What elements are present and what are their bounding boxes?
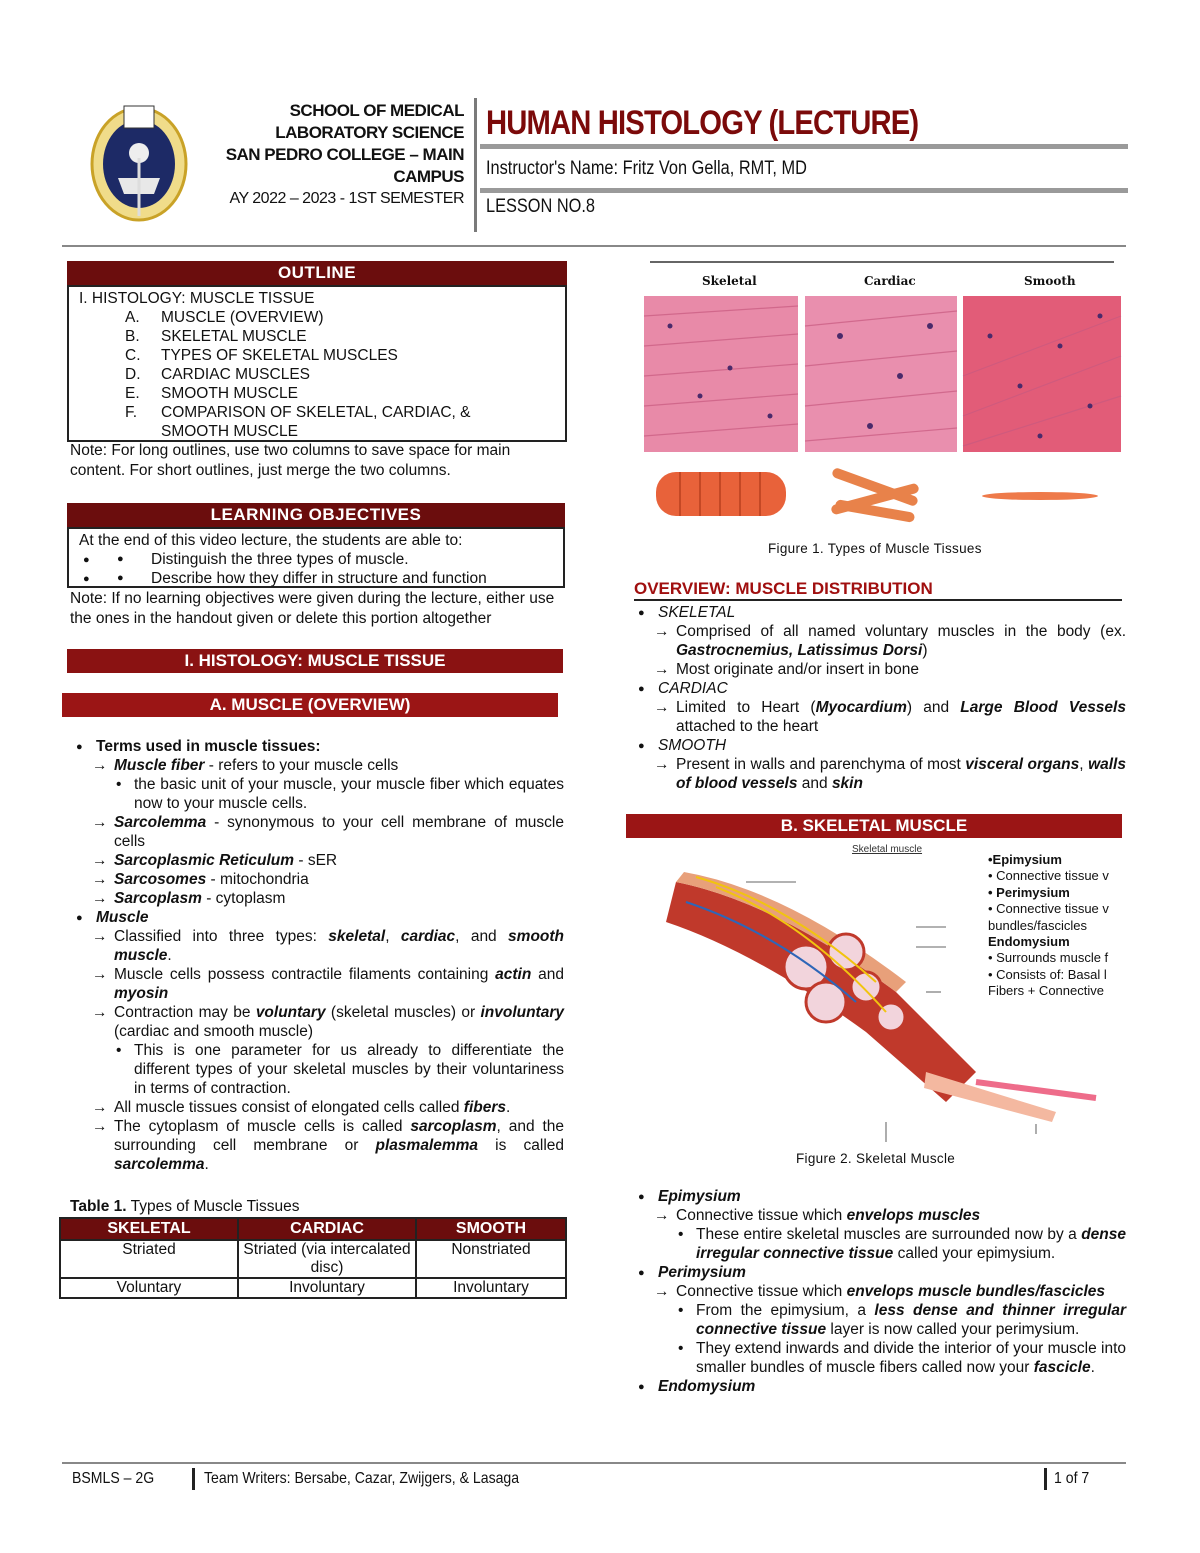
muscle-filaments: → Muscle cells possess contractile filaments containing actin and myosin xyxy=(72,965,564,1003)
figure-2-caption: Figure 2. Skeletal Muscle xyxy=(796,1151,956,1166)
figure-1-label: Smooth xyxy=(1024,274,1076,288)
figure-2-label: •Epimysium xyxy=(988,852,1062,867)
overview-smooth: ● SMOOTH xyxy=(634,736,1126,755)
perimysium-def: → Connective tissue which envelops muscle bundles/fascicles xyxy=(634,1282,1126,1301)
objectives-intro: At the end of this video lecture, the students are able to: xyxy=(79,532,463,549)
school-line-2: LABORATORY SCIENCE xyxy=(275,123,464,142)
overview-title: OVERVIEW: MUSCLE DISTRIBUTION xyxy=(634,579,1122,601)
footer-rule xyxy=(62,1462,1126,1464)
table-cell: Involuntary xyxy=(238,1278,416,1298)
figure-2-image xyxy=(656,842,1126,1142)
perimysium-detail-1: • From the epimysium, a less dense and thinner irregular connective tissue layer is now called your perimysium. xyxy=(634,1301,1126,1339)
muscle-contraction-detail: • This is one parameter for us already to differentiate the different types of your skeletal muscles by their voluntariness in terms of contraction. xyxy=(72,1041,564,1098)
footer-divider xyxy=(1044,1468,1047,1490)
overview-cardiac: ● CARDIAC xyxy=(634,679,1126,698)
page-number: 1 of 7 xyxy=(1054,1470,1090,1487)
figure-2-label: • Connective tissue v xyxy=(988,901,1109,917)
epimysium-heading: ● Epimysium xyxy=(634,1187,1126,1206)
overview-cardiac-def: → Limited to Heart (Myocardium) and Large Blood Vessels attached to the heart xyxy=(634,698,1126,736)
term-muscle-fiber-detail: • the basic unit of your muscle, your muscle fiber which equates now to your muscle cells. xyxy=(72,775,564,813)
footer-team: Team Writers: Bersabe, Cazar, Zwijgers, & Lasaga xyxy=(204,1470,520,1487)
muscle-classification: → Classified into three types: skeletal, cardiac, and smooth muscle. xyxy=(72,927,564,965)
school-line-1: SCHOOL OF MEDICAL xyxy=(289,101,464,120)
table-row xyxy=(60,1240,566,1278)
course-title: HUMAN HISTOLOGY (LECTURE) xyxy=(486,104,919,142)
table-header: SKELETAL xyxy=(60,1218,238,1240)
terms-block xyxy=(72,737,564,1174)
figure-2-label: Endomysium xyxy=(988,934,1070,950)
footer-section: BSMLS – 2G xyxy=(72,1470,155,1487)
perimysium-heading: ● Perimysium xyxy=(634,1263,1126,1282)
muscle-heading: ● Muscle xyxy=(72,908,564,927)
outline-item: F. COMPARISON OF SKELETAL, CARDIAC, & xyxy=(125,404,471,421)
section-i-title: I. HISTOLOGY: MUSCLE TISSUE xyxy=(67,649,563,673)
figure-1-label: Skeletal xyxy=(702,274,757,288)
overview-skeletal-def2: → Most originate and/or insert in bone xyxy=(634,660,1126,679)
outline-item: SMOOTH MUSCLE xyxy=(161,423,298,440)
header-rule-2 xyxy=(480,188,1128,193)
instructor-name: Instructor's Name: Fritz Von Gella, RMT, MD xyxy=(486,158,807,179)
outline-note: Note: For long outlines, use two columns to save space for main content. For short outlines, just merge the two columns. xyxy=(70,442,511,479)
figure-2-label: • Consists of: Basal l xyxy=(988,966,1107,982)
table-cell: Striated xyxy=(60,1240,238,1278)
skeletal-terms-block xyxy=(634,1187,1126,1396)
muscle-cytoplasm: → The cytoplasm of muscle cells is called sarcoplasm, and the surrounding cell membrane or plasmalemma is called sarcolemma. xyxy=(72,1117,564,1174)
term-sarcosomes: → Sarcosomes - mitochondria xyxy=(72,870,564,889)
table-row xyxy=(60,1278,566,1298)
section-b-title: B. SKELETAL MUSCLE xyxy=(626,814,1122,838)
objectives-note: Note: If no learning objectives were given during the lecture, either use the ones in the handout given or delete this portion altogether xyxy=(70,590,555,627)
figure-2-label: • Perimysium xyxy=(988,884,1070,900)
outline-item: A. MUSCLE (OVERVIEW) xyxy=(125,309,324,326)
term-sarcoplasmic-reticulum: → Sarcoplasmic Reticulum - sER xyxy=(72,851,564,870)
table-header: SMOOTH xyxy=(416,1218,566,1240)
table-cell: Nonstriated xyxy=(416,1240,566,1278)
figure-1-label: Cardiac xyxy=(864,274,916,288)
outline-title: OUTLINE xyxy=(67,261,567,285)
table-1 xyxy=(59,1217,567,1299)
school-logo xyxy=(88,98,190,224)
table-cell: Voluntary xyxy=(60,1278,238,1298)
figure-2-title: Skeletal muscle xyxy=(852,844,923,855)
muscle-fibers: → All muscle tissues consist of elongated cells called fibers. xyxy=(72,1098,564,1117)
figure-2-label: bundles/fascicles xyxy=(988,917,1087,933)
school-line-3: SAN PEDRO COLLEGE – MAIN xyxy=(225,145,464,164)
figure-1-image xyxy=(640,256,1124,534)
figure-1-caption: Figure 1. Types of Muscle Tissues xyxy=(768,541,982,556)
overview-block xyxy=(634,603,1126,793)
figure-2-label: Fibers + Connective xyxy=(988,983,1104,999)
header-divider xyxy=(474,98,477,232)
header-bottom-rule xyxy=(62,245,1126,247)
outline-list xyxy=(79,308,565,441)
academic-year: AY 2022 – 2023 - 1ST SEMESTER xyxy=(229,190,464,207)
outline-item: D. CARDIAC MUSCLES xyxy=(125,366,310,383)
objectives-title: LEARNING OBJECTIVES xyxy=(67,503,565,527)
overview-smooth-def: → Present in walls and parenchyma of most visceral organs, walls of blood vessels and skin xyxy=(634,755,1126,793)
table-cell: Involuntary xyxy=(416,1278,566,1298)
epimysium-def: → Connective tissue which envelops muscles xyxy=(634,1206,1126,1225)
header-rule-1 xyxy=(480,144,1128,149)
table-header-row xyxy=(60,1218,566,1240)
table-header: CARDIAC xyxy=(238,1218,416,1240)
term-sarcolemma: → Sarcolemma - synonymous to your cell membrane of muscle cells xyxy=(72,813,564,851)
objective-item: ● ● Describe how they differ in structure and function xyxy=(79,569,563,588)
epimysium-detail: • These entire skeletal muscles are surrounded now by a dense irregular connective tissue called your epimysium. xyxy=(634,1225,1126,1263)
outline-item: C. TYPES OF SKELETAL MUSCLES xyxy=(125,347,398,364)
table-1-caption: Table 1. Types of Muscle Tissues xyxy=(70,1198,300,1215)
outline-main: I. HISTOLOGY: MUSCLE TISSUE xyxy=(79,290,315,307)
outline-item: E. SMOOTH MUSCLE xyxy=(125,385,298,402)
term-sarcoplasm: → Sarcoplasm - cytoplasm xyxy=(72,889,564,908)
footer-divider xyxy=(192,1468,195,1490)
section-a-title: A. MUSCLE (OVERVIEW) xyxy=(62,693,558,717)
objective-item: ● ● Distinguish the three types of muscle. xyxy=(79,550,563,569)
terms-heading: ● Terms used in muscle tissues: xyxy=(72,737,564,756)
perimysium-detail-2: • They extend inwards and divide the interior of your muscle into smaller bundles of muscle fibers called now your fascicle. xyxy=(634,1339,1126,1377)
overview-skeletal-def: → Comprised of all named voluntary muscles in the body (ex. Gastrocnemius, Latissimus Dorsi) xyxy=(634,622,1126,660)
lesson-number: LESSON NO.8 xyxy=(486,196,595,217)
school-name xyxy=(200,100,464,210)
endomysium-heading: ● Endomysium xyxy=(634,1377,1126,1396)
objectives-box xyxy=(67,527,565,588)
table-cell: Striated (via intercalated disc) xyxy=(238,1240,416,1278)
outline-box xyxy=(67,285,567,442)
figure-2-label: • Surrounds muscle f xyxy=(988,950,1109,966)
muscle-contraction: → Contraction may be voluntary (skeletal muscles) or involuntary (cardiac and smooth muscle) xyxy=(72,1003,564,1041)
overview-skeletal: ● SKELETAL xyxy=(634,603,1126,622)
school-line-4: CAMPUS xyxy=(393,167,464,186)
term-muscle-fiber: → Muscle fiber - refers to your muscle cells xyxy=(72,756,564,775)
figure-2-label: • Connective tissue v xyxy=(988,868,1109,884)
figure-2-side-labels xyxy=(988,852,1109,1000)
outline-item: B. SKELETAL MUSCLE xyxy=(125,328,307,345)
